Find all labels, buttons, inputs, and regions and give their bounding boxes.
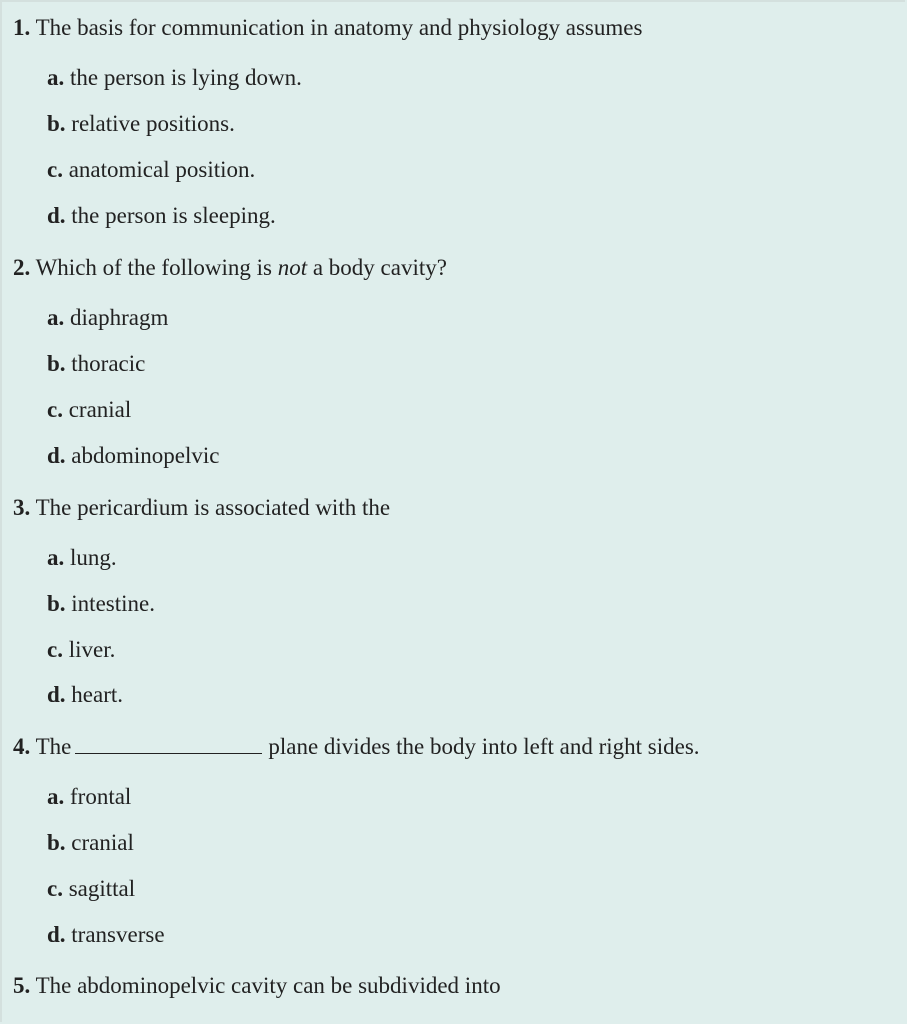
option-text: abdominopelvic [71,443,220,468]
question-text: The basis for communication in anatomy and physiology assumes [35,15,643,40]
option-letter: d. [47,203,66,228]
option-text: diaphragm [70,305,169,330]
option-letter: b. [47,830,66,855]
question-text-emphasis: not [277,255,308,280]
option-text: the person is sleeping. [71,203,276,228]
question-text: The pericardium is associated with the [35,495,391,520]
option-text: liver. [68,637,116,662]
question-text-after: plane divides the body into left and right sides. [268,734,700,759]
question-3 [13,494,390,522]
question-text-after: a body cavity? [312,255,447,280]
question-text-before: The [35,734,72,759]
option-text: cranial [71,830,134,855]
option-text: intestine. [71,591,155,616]
option-text: anatomical position. [68,157,256,182]
option-text: transverse [71,922,165,947]
question-2-option-a[interactable] [47,304,168,332]
answer-blank [75,735,262,754]
question-2-option-b[interactable] [47,350,145,378]
option-letter: d. [47,922,66,947]
option-text: lung. [70,545,117,570]
question-text: The abdominopelvic cavity can be subdivided into [35,973,501,998]
option-letter: b. [47,111,66,136]
question-4 [13,733,700,761]
question-number: 4. [13,734,31,759]
option-text: cranial [68,397,132,422]
option-text: heart. [71,682,124,707]
question-3-option-a[interactable] [47,544,117,572]
question-5 [13,972,501,1000]
question-number: 2. [13,255,31,280]
question-4-option-d[interactable] [47,921,165,949]
question-2-option-d[interactable] [47,442,219,470]
option-text: thoracic [71,351,146,376]
question-3-option-d[interactable] [47,681,123,709]
question-number: 3. [13,495,31,520]
question-2 [13,254,447,282]
question-4-option-a[interactable] [47,783,131,811]
option-text: the person is lying down. [70,65,302,90]
question-3-option-c[interactable] [47,636,115,664]
question-text-before: Which of the following is [35,255,272,280]
question-1-option-c[interactable] [47,156,255,184]
option-text: frontal [70,784,132,809]
question-4-option-c[interactable] [47,875,135,903]
option-text: sagittal [68,876,136,901]
question-number: 1. [13,15,31,40]
question-1-option-a[interactable] [47,64,302,92]
question-4-option-b[interactable] [47,829,134,857]
question-number: 5. [13,973,31,998]
question-2-option-c[interactable] [47,396,131,424]
question-1 [13,14,642,42]
option-letter: a. [47,784,65,809]
question-1-option-d[interactable] [47,202,276,230]
option-letter: a. [47,305,65,330]
option-letter: d. [47,443,66,468]
option-letter: c. [47,637,63,662]
option-letter: c. [47,157,63,182]
question-3-option-b[interactable] [47,590,155,618]
question-1-option-b[interactable] [47,110,235,138]
option-text: relative positions. [71,111,235,136]
option-letter: c. [47,876,63,901]
option-letter: b. [47,351,66,376]
option-letter: a. [47,65,65,90]
option-letter: d. [47,682,66,707]
option-letter: c. [47,397,63,422]
option-letter: b. [47,591,66,616]
option-letter: a. [47,545,65,570]
